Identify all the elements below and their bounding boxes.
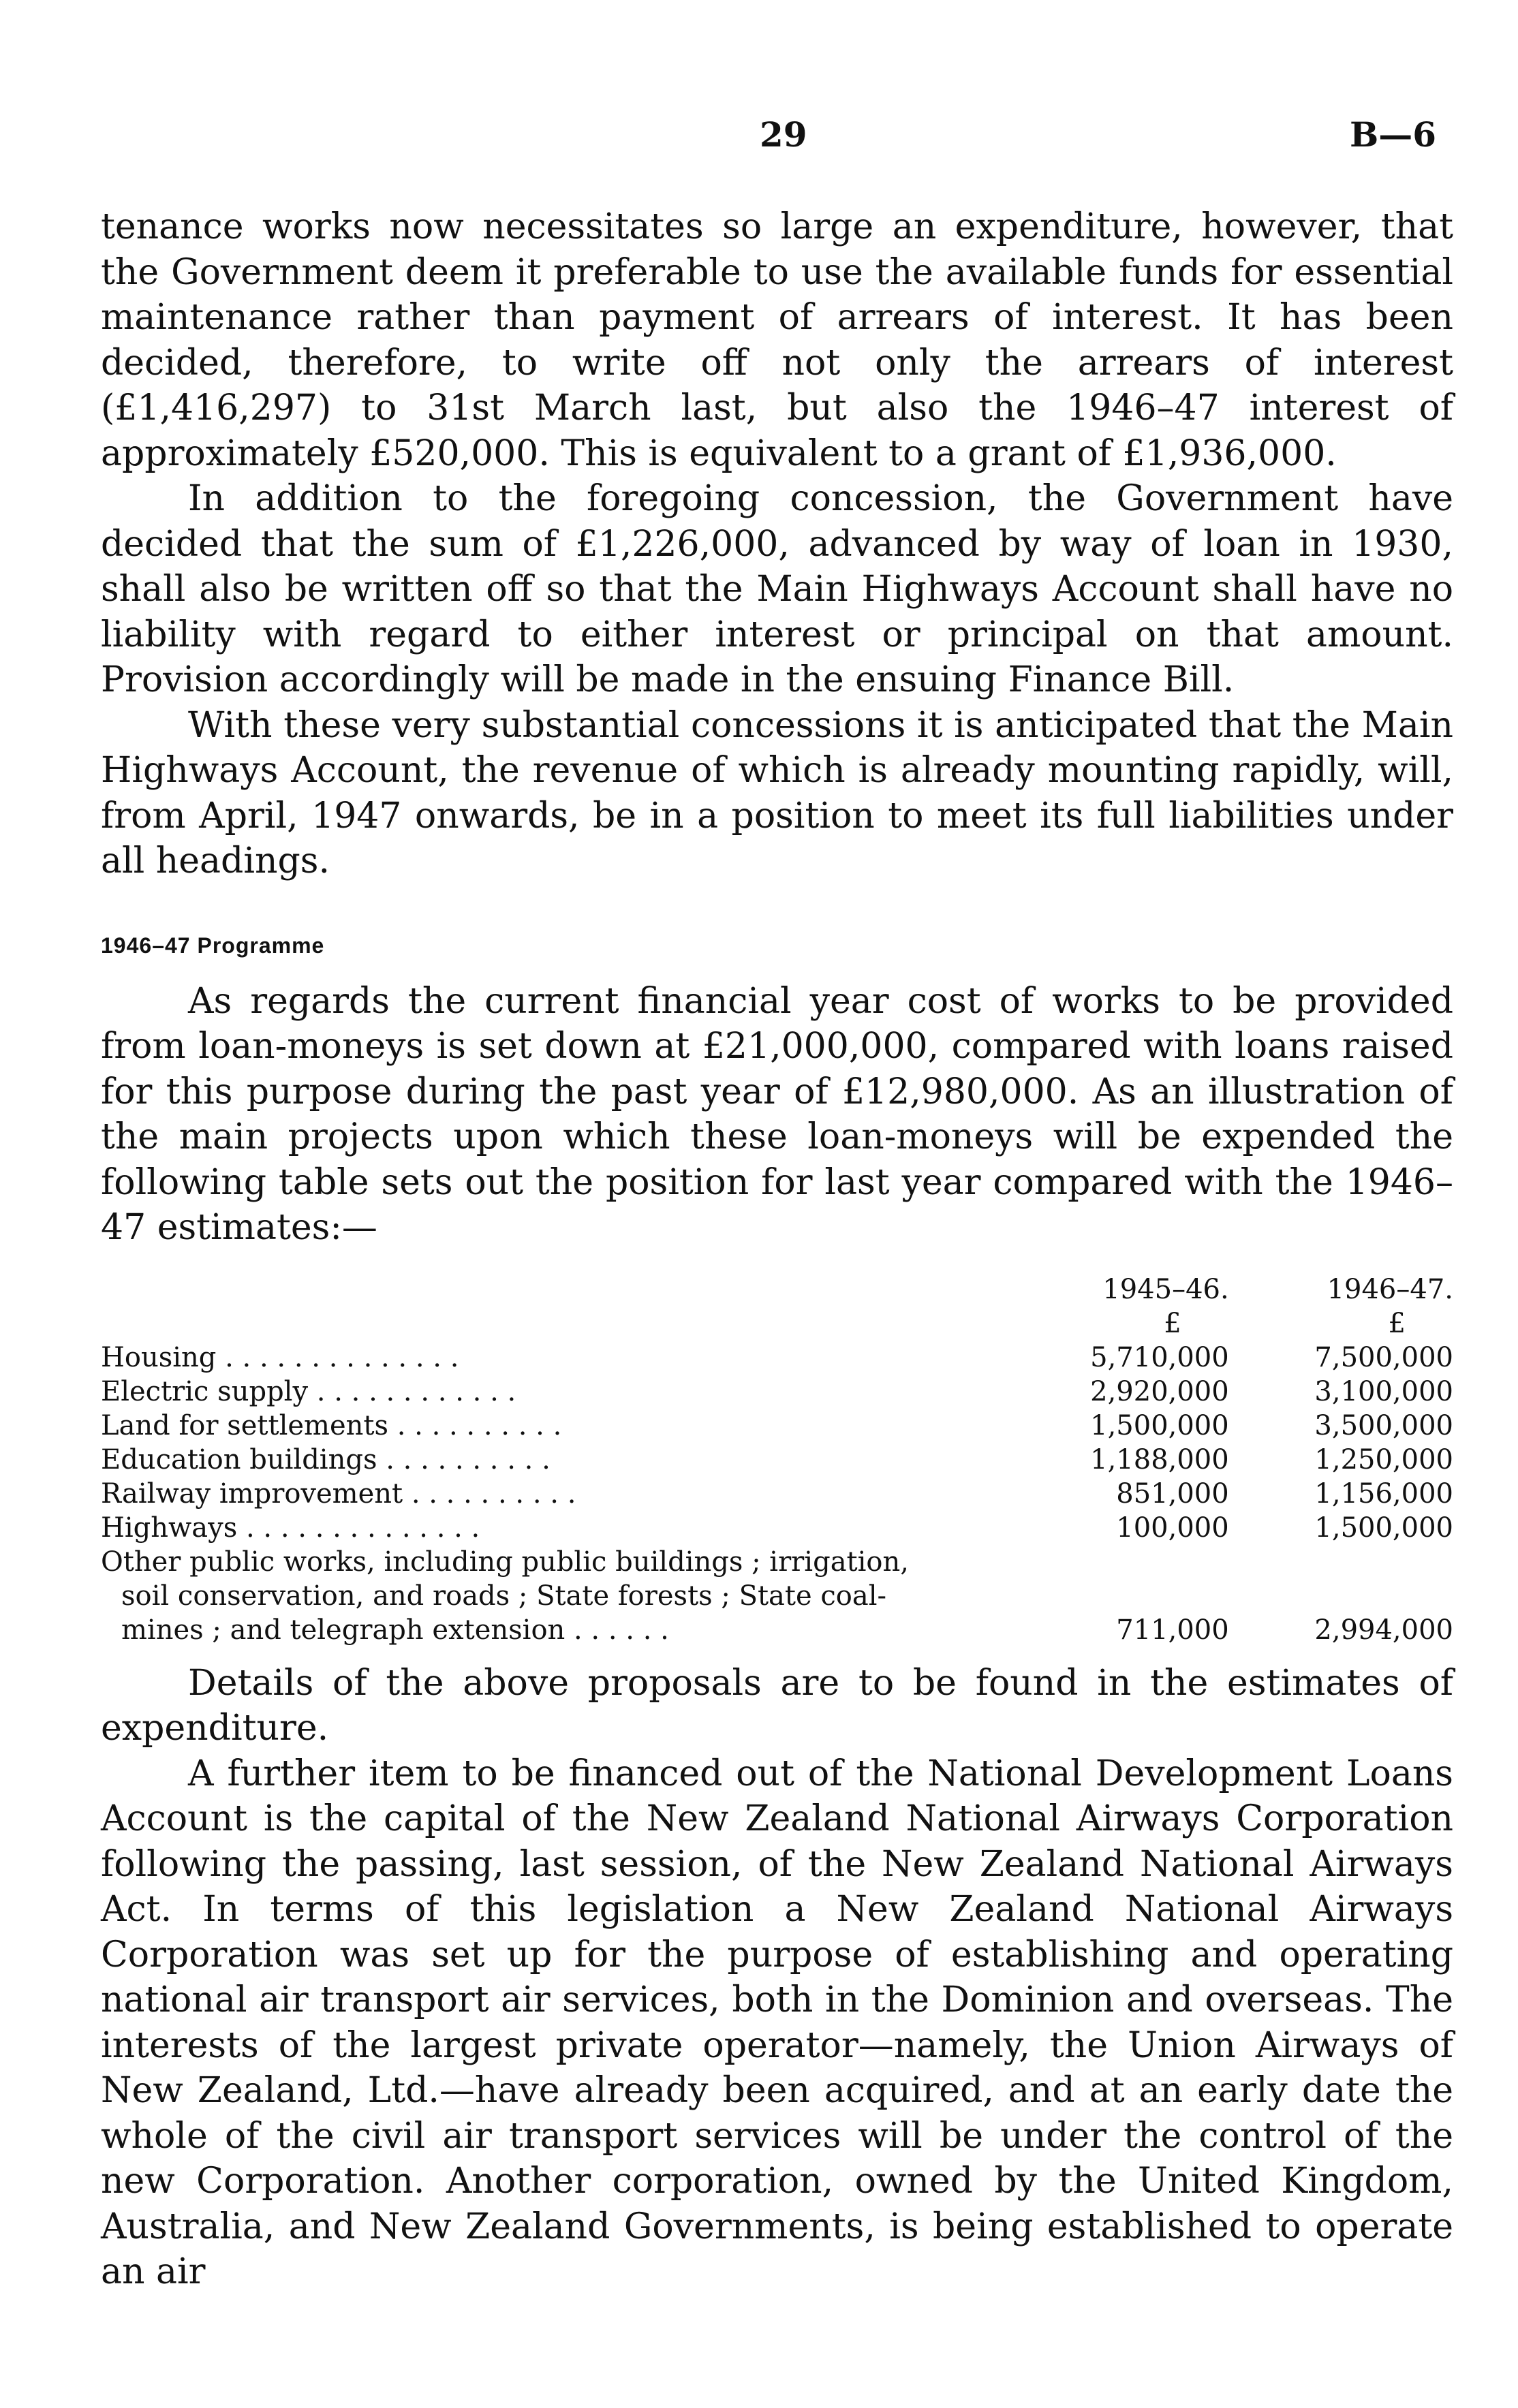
- row-value-1946-47: 3,100,000: [1314, 1375, 1453, 1407]
- row-label-highways: Highways . . . . . . . . . . . . . .: [101, 1512, 480, 1544]
- column-header-1945-46: 1945–46.: [1102, 1273, 1229, 1305]
- row-value-1946-47: 1,500,000: [1314, 1512, 1453, 1544]
- row-value-1945-46: 1,500,000: [1090, 1409, 1229, 1441]
- row-value-1946-47: 3,500,000: [1314, 1409, 1453, 1441]
- row-label-electric-supply: Electric supply . . . . . . . . . . . .: [101, 1375, 516, 1407]
- row-value-1946-47: 7,500,000: [1314, 1341, 1453, 1373]
- row-value-1946-47: 1,250,000: [1314, 1443, 1453, 1475]
- table-row: [101, 1409, 1453, 1443]
- paragraph-programme-intro: As regards the current financial year cost of works to be provided from loan-moneys is set down at £21,000,000, compared with loans raised for this purpose during the past year of £12,980,000. As an illustration of the main projects upon which these loan-moneys will be expended the following table sets out the position for last year compared with the 1946–47 estimates:—: [101, 980, 1453, 1248]
- row-label-housing: Housing . . . . . . . . . . . . . .: [101, 1341, 459, 1373]
- row-label-education-buildings: Education buildings . . . . . . . . . .: [101, 1443, 551, 1475]
- row-value-1945-46: 5,710,000: [1090, 1341, 1229, 1373]
- paragraph-loan-write-off: In addition to the foregoing concession, the Government have decided that the sum of £1,226,000, advanced by way of loan in 1930, shall also be written off so that the Main Highways Account shall have no liability with regard to either interest or principal on that amount. Provision accordingly will be made in the ensuing Finance Bill.: [101, 478, 1453, 700]
- table-row: [101, 1511, 1453, 1545]
- row-value-1945-46: 711,000: [1116, 1614, 1229, 1646]
- page-body: [101, 204, 1453, 2295]
- row-value-1945-46: 2,920,000: [1090, 1375, 1229, 1407]
- paragraph-maintenance-funds: tenance works now necessitates so large an expenditure, however, that the Government deem it preferable to use the available funds for essential maintenance rather than payment of arrears of interest. It has been decided, therefore, to write off not only the arrears of interest (£1,416,297) to 31st March last, but also the 1946–47 interest of approximately £520,000. This is equivalent to a grant of £1,936,000.: [101, 206, 1453, 474]
- row-label-line: mines ; and telegraph extension . . . . . .: [121, 1614, 669, 1646]
- row-label-other-public-works: [101, 1545, 1004, 1647]
- table-row: [101, 1545, 1453, 1647]
- document-reference: B—6: [1349, 114, 1436, 155]
- table-header-row: [101, 1272, 1453, 1307]
- table-row: [101, 1477, 1453, 1511]
- paragraph-airways: A further item to be financed out of the National Development Loans Account is the capital of the New Zealand National Airways Corporation following the passing, last session, of the New Zealand National Airways Act. In terms of this legislation a New Zealand National Airways Corporation was set up for the purpose of establishing and operating national air transport air services, both in the Dominion and overseas. The interests of the largest private operator—namely, the Union Airways of New Zealand, Ltd.—have already been acquired, and at an early date the whole of the civil air transport services will be under the control of the new Corporation. Another corporation, owned by the United Kingdom, Australia, and New Zealand Governments, is being established to operate an air: [101, 1753, 1453, 2292]
- table-row: [101, 1341, 1453, 1375]
- table-row: [101, 1375, 1453, 1409]
- page-header: [0, 114, 1518, 162]
- table-unit-row: [101, 1307, 1453, 1341]
- column-header-1946-47: 1946–47.: [1327, 1273, 1453, 1305]
- row-label-line: Other public works, including public buildings ; irrigation,: [101, 1546, 909, 1578]
- row-value-1946-47: 1,156,000: [1314, 1477, 1453, 1510]
- row-label-line: soil conservation, and roads ; State forests ; State coal-: [121, 1580, 887, 1612]
- row-value-1945-46: 100,000: [1116, 1512, 1229, 1544]
- row-label-land-settlements: Land for settlements . . . . . . . . . .: [101, 1409, 562, 1441]
- unit-header-1946-47: £: [1388, 1307, 1406, 1339]
- paragraph-concessions: With these very substantial concessions it is anticipated that the Main Highways Account, the revenue of which is already mounting rapidly, will, from April, 1947 onwards, be in a position to meet its full liabilities under all headings.: [101, 704, 1453, 881]
- unit-header-1945-46: £: [1164, 1307, 1181, 1339]
- row-value-1946-47: 2,994,000: [1314, 1614, 1453, 1646]
- section-heading: 1946–47 Programme: [101, 933, 325, 958]
- page-number: 29: [760, 114, 807, 155]
- row-value-1945-46: 1,188,000: [1090, 1443, 1229, 1475]
- paragraph-details: Details of the above proposals are to be found in the estimates of expenditure.: [101, 1662, 1453, 1749]
- table-row: [101, 1443, 1453, 1477]
- row-label-railway-improvement: Railway improvement . . . . . . . . . .: [101, 1477, 576, 1510]
- expenditure-table: [101, 1272, 1453, 1647]
- row-value-1945-46: 851,000: [1116, 1477, 1229, 1510]
